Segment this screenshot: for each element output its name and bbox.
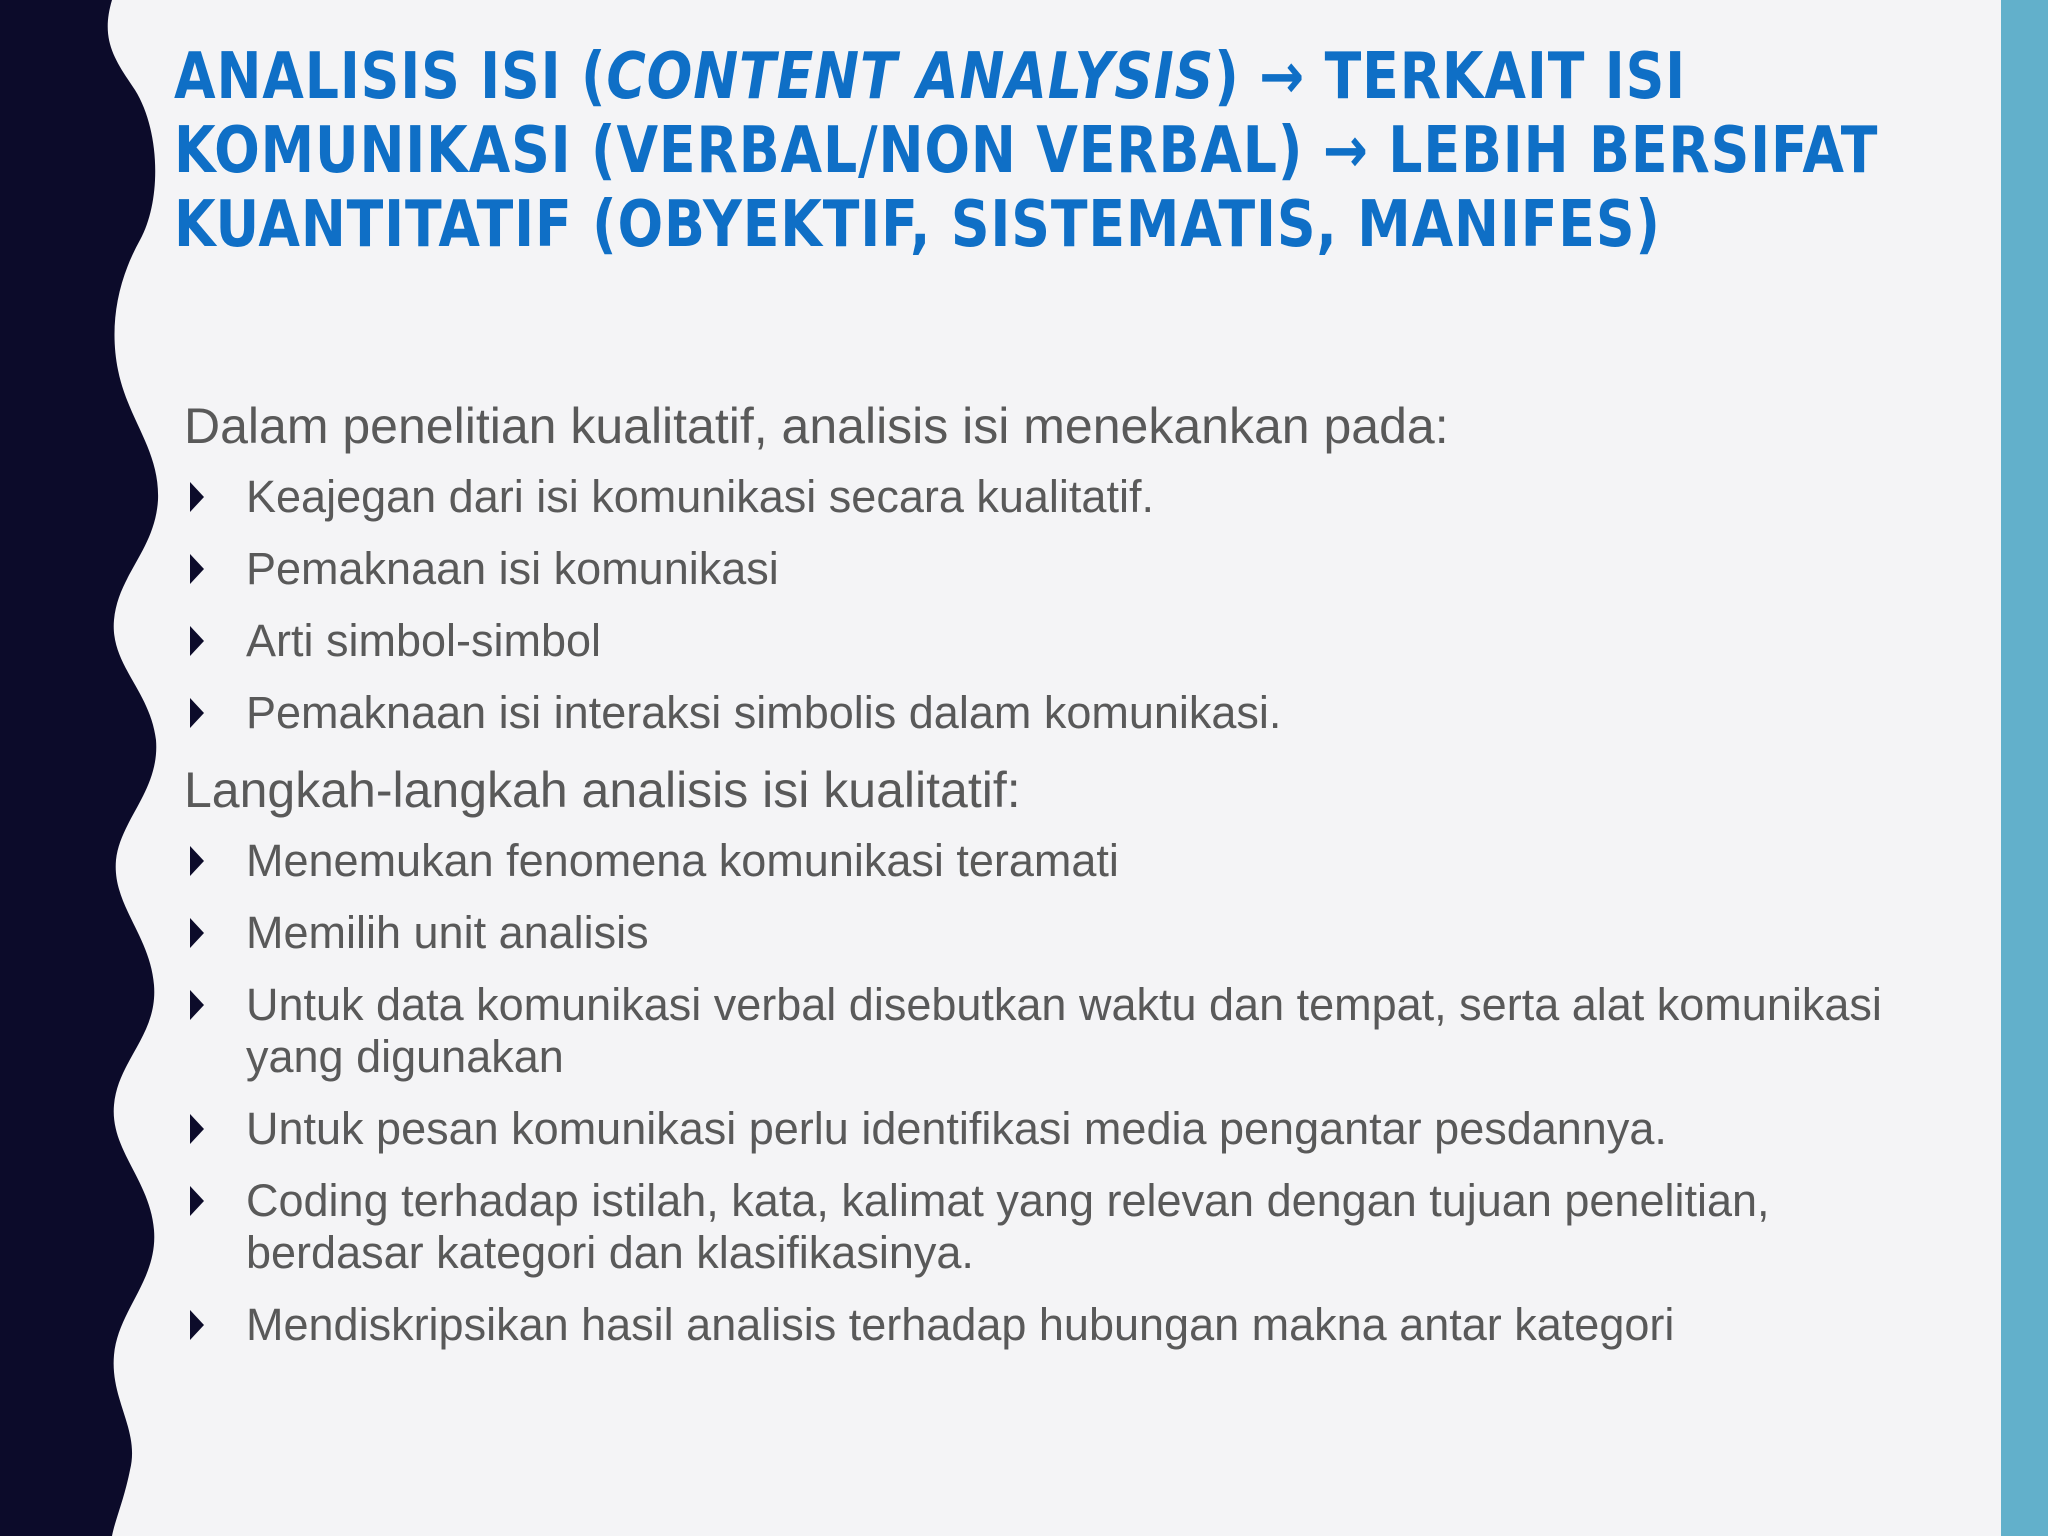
list-item-text: Keajegan dari isi komunikasi secara kualitatif. [246, 471, 1154, 522]
title-line-2: KOMUNIKASI (VERBAL/NON VERBAL) → LEBIH BERSIFAT [174, 114, 1879, 188]
list-item-text: Memilih unit analisis [246, 907, 649, 958]
triangle-right-icon [190, 1186, 204, 1216]
list-item [184, 1175, 1904, 1279]
list-item [184, 835, 1904, 887]
list-item-text: Untuk data komunikasi verbal disebutkan waktu dan tempat, serta alat komunikasi yang digunakan [246, 979, 1882, 1082]
list-item [184, 687, 1904, 739]
section-1-heading: Dalam penelitian kualitatif, analisis isi menekankan pada: [184, 398, 1449, 454]
list-item [184, 907, 1904, 959]
list-item-text: Pemaknaan isi interaksi simbolis dalam komunikasi. [246, 687, 1282, 738]
list-item-text: Pemaknaan isi komunikasi [246, 543, 779, 594]
list-item-text: Mendiskripsikan hasil analisis terhadap hubungan makna antar kategori [246, 1299, 1675, 1350]
triangle-right-icon [190, 990, 204, 1020]
slide-body [184, 395, 1904, 1371]
section-2-heading: Langkah-langkah analisis isi kualitatif: [184, 762, 1021, 818]
list-item-text: Untuk pesan komunikasi perlu identifikasi media pengantar pesdannya. [246, 1103, 1667, 1154]
list-item-text: Coding terhadap istilah, kata, kalimat yang relevan dengan tujuan penelitian, berdasar kategori dan klasifikasinya. [246, 1175, 1770, 1278]
wave-band-shape [0, 0, 158, 1536]
triangle-right-icon [190, 554, 204, 584]
list-item [184, 615, 1904, 667]
list-item [184, 979, 1904, 1083]
triangle-right-icon [190, 1310, 204, 1340]
right-accent-stripe [2001, 0, 2048, 1536]
title-line-1 [174, 40, 1687, 114]
list-item [184, 471, 1904, 523]
slide-title [174, 40, 1879, 262]
wave-decoration [0, 0, 200, 1536]
triangle-right-icon [190, 918, 204, 948]
title-line-3: KUANTITATIF (OBYEKTIF, SISTEMATIS, MANIFES) [174, 188, 1661, 262]
triangle-right-icon [190, 698, 204, 728]
title-line-1-post: ) → TERKAIT ISI [1214, 40, 1687, 114]
triangle-right-icon [190, 626, 204, 656]
list-item [184, 1103, 1904, 1155]
section-1-list [184, 471, 1904, 739]
triangle-right-icon [190, 846, 204, 876]
list-item-text: Menemukan fenomena komunikasi teramati [246, 835, 1119, 886]
triangle-right-icon [190, 482, 204, 512]
list-item [184, 543, 1904, 595]
list-item-text: Arti simbol-simbol [246, 615, 602, 666]
section-2-list [184, 835, 1904, 1351]
title-content-analysis: CONTENT ANALYSIS [606, 40, 1215, 114]
list-item [184, 1299, 1904, 1351]
triangle-right-icon [190, 1114, 204, 1144]
title-line-1-pre: ANALISIS ISI ( [174, 40, 607, 114]
